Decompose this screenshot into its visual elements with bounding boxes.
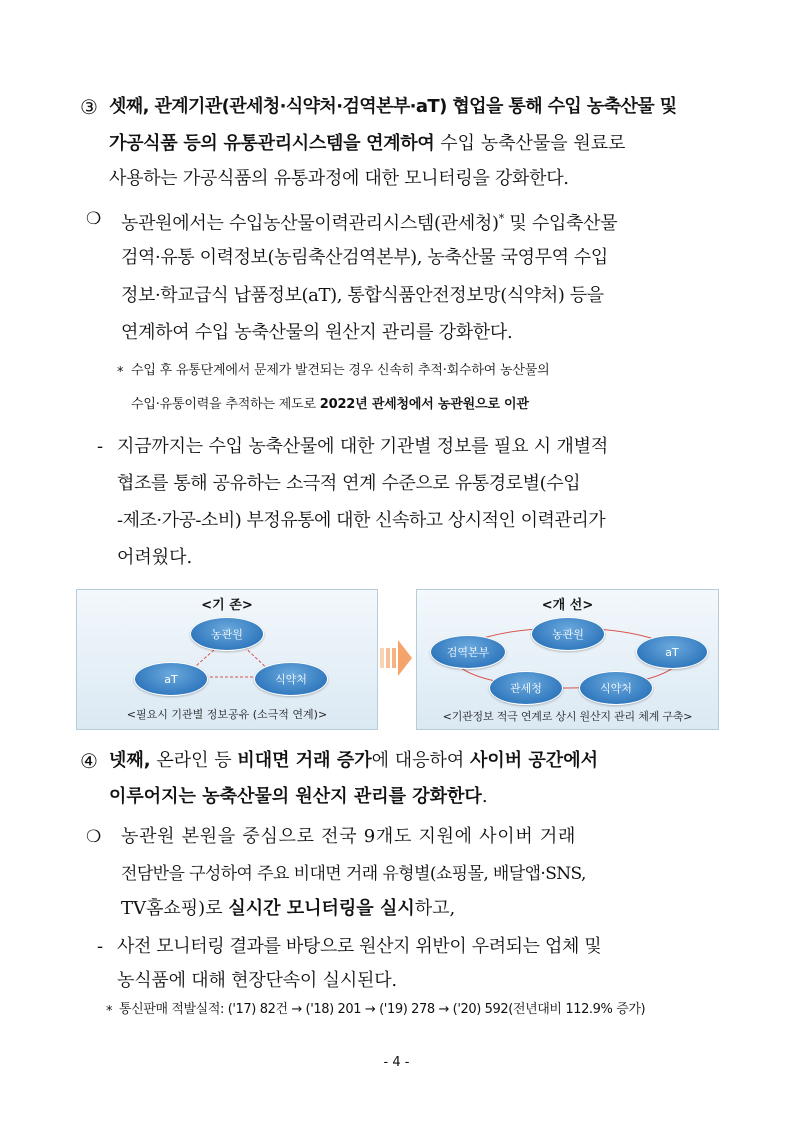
- node-nongwanwon: 농관원: [531, 617, 605, 651]
- bullet1-line1-a: 농관원에서는 수입농산물이력관리시스템(관세청): [121, 213, 499, 234]
- dash1-line2: 협조를 통해 공유하는 소극적 연계 수준으로 유통경로별(수입: [117, 473, 581, 494]
- node-at: aT: [134, 662, 208, 696]
- dash1-line3: -제조·가공-소비) 부정유통에 대한 신속하고 상시적인 이력관리가: [117, 510, 606, 531]
- diagram-before-title: <기 존>: [201, 598, 253, 613]
- bullet2-line2: 전담반을 구성하여 주요 비대면 거래 유형별(쇼핑몰, 배달앱·SNS,: [121, 864, 586, 884]
- footnote-star: *: [498, 212, 504, 225]
- note1-line2-bold: 2022년 관세청에서 농관원으로 이관: [319, 397, 529, 412]
- bullet2-line3-bold: 실시간 모니터링을 실시: [228, 898, 415, 919]
- note1-line2: [131, 396, 529, 414]
- section4-line2: [109, 785, 488, 809]
- diagram-after-box: [416, 589, 719, 730]
- dash1-marker: -: [97, 436, 104, 457]
- bullet1-line2: 검역·유통 이력정보(농림축산검역본부), 농축산물 국영무역 수입: [121, 247, 608, 268]
- section4-b1: 넷째,: [109, 750, 151, 771]
- node-sikyakcheo: 식약처: [254, 662, 328, 696]
- section3-marker: ③: [80, 95, 98, 119]
- bullet1-line1: [121, 207, 617, 236]
- section4-line1: [109, 749, 598, 773]
- bullet2-line3: [121, 897, 455, 921]
- dash1-line1: 지금까지는 수입 농축산물에 대한 기관별 정보를 필요 시 개별적: [117, 436, 609, 457]
- dash2-line1: 사전 모니터링 결과를 바탕으로 원산지 위반이 우려되는 업체 및: [117, 936, 602, 957]
- dash1-line4: 어려웠다.: [117, 547, 193, 568]
- diagram-before-box: [76, 589, 378, 730]
- note1-line1: 수입 후 유통단계에서 문제가 발견되는 경우 신속히 추적·회수하여 농산물의: [131, 363, 550, 378]
- section3-heading-line1: 셋째, 관계기관(관세청·식약처·검역본부·aT) 협업을 통해 수입 농축산물 및: [109, 96, 677, 117]
- bullet2-line1: 농관원 본원을 중심으로 전국 9개도 지원에 사이버 거래: [121, 826, 577, 847]
- node-at: aT: [636, 635, 708, 669]
- arrow-right-icon: [378, 638, 414, 678]
- section3-line2-rest: 수입 농축산물을 원료로: [434, 133, 626, 154]
- bullet1-line1-b: 및 수입축산물: [503, 213, 618, 234]
- section4-b2: 비대면 거래 증가: [237, 750, 372, 771]
- section4-line2-end: .: [481, 786, 488, 807]
- note2-marker: *: [106, 1004, 113, 1019]
- bullet1-line4: 연계하여 수입 농축산물의 원산지 관리를 강화한다.: [121, 322, 513, 343]
- page-number: - 4 -: [383, 1055, 410, 1070]
- section4-marker: ④: [80, 749, 98, 773]
- diagram-after-title: <개 선>: [541, 598, 594, 613]
- dash2-line2: 농식품에 대해 현장단속이 실시된다.: [117, 970, 397, 991]
- diagram-after-caption: <기관정보 적극 연계로 상시 원산지 관리 체계 구축>: [442, 710, 693, 723]
- note2-text: 통신판매 적발실적: ('17) 82건 → ('18) 201 → ('19) 278 → ('20) 592(전년대비 112.9% 증가): [119, 1002, 646, 1017]
- note1-line2-a: 수입·유통이력을 추적하는 제도로: [131, 397, 320, 412]
- section3-heading-line2: 가공식품 등의 유통관리시스템을 연계하여: [109, 133, 435, 154]
- bullet2-line3-a: TV홈쇼핑)로: [121, 898, 229, 919]
- bullet2-line3-b: 하고,: [414, 898, 456, 919]
- section4-t2: 에 대응하여: [371, 750, 470, 771]
- section3-line3: 사용하는 가공식품의 유통과정에 대한 모니터링을 강화한다.: [109, 168, 569, 189]
- bullet1-line3: 정보·학교급식 납품정보(aT), 통합식품안전정보망(식약처) 등을: [121, 285, 604, 306]
- section4-t1: 온라인 등: [150, 750, 238, 771]
- node-sikyakcheo: 식약처: [579, 671, 653, 705]
- section4-b3: 사이버 공간에서: [469, 750, 598, 771]
- dash2-marker: -: [97, 936, 104, 957]
- note1-marker: *: [117, 365, 124, 380]
- bullet1-marker: ❍: [86, 209, 102, 229]
- node-nongwanwon: 농관원: [190, 617, 264, 651]
- section3-line2: [109, 131, 626, 156]
- diagram-before-caption: <필요시 기관별 정보공유 (소극적 연계)>: [126, 708, 328, 721]
- node-gwansecheong: 관세청: [489, 671, 563, 705]
- bullet2-marker: ❍: [86, 827, 102, 847]
- section4-heading-line2: 이루어지는 농축산물의 원산지 관리를 강화한다: [109, 786, 482, 807]
- node-geomyeokbonbu: 검역본부: [430, 635, 506, 669]
